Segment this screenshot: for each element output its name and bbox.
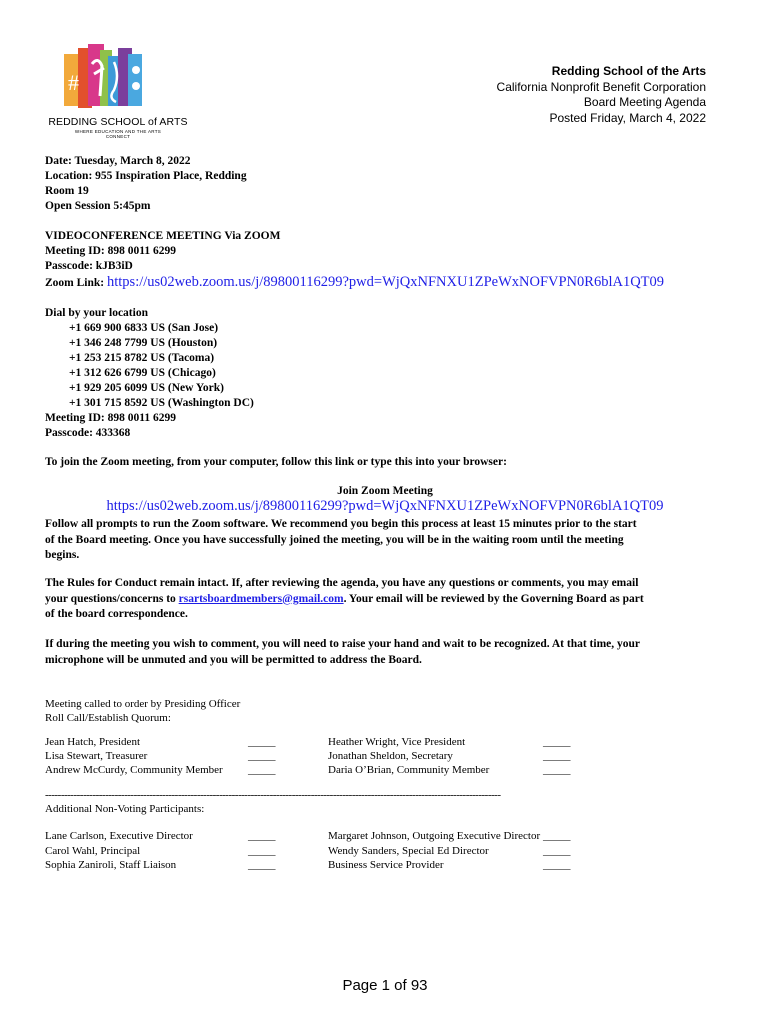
paragraph-line: of the Board meeting. Once you have successfully joined the meeting, you will be in the waiting room until the meeting: [45, 533, 624, 546]
dial-number: +1 669 900 6833 US (San Jose): [69, 322, 219, 334]
logo-tagline: WHERE EDUCATION AND THE ARTS CONNECT: [74, 129, 162, 139]
dial-title: Dial by your location: [45, 307, 148, 319]
meeting-session: Open Session 5:45pm: [45, 200, 151, 212]
dial-number: +1 312 626 6799 US (Chicago): [69, 367, 216, 379]
nonvoting-title: Additional Non-Voting Participants:: [45, 803, 205, 815]
call-to-order: [45, 697, 240, 725]
join-zoom-url-row: [45, 498, 725, 515]
attendance-blank: _____: [248, 750, 276, 762]
join-zoom-label: Join Zoom Meeting: [337, 485, 433, 497]
meeting-info: [45, 154, 247, 214]
rules-of-conduct-paragraph: [45, 576, 715, 623]
participant-name: Wendy Sanders, Special Ed Director: [328, 845, 489, 857]
zoom-link-label: Zoom Link:: [45, 277, 107, 289]
attendance-blank: _____: [543, 736, 571, 748]
agenda-title: Board Meeting Agenda: [583, 95, 706, 109]
attendance-blank: _____: [543, 830, 571, 842]
dial-meeting-id: Meeting ID: 898 0011 6299: [45, 412, 176, 424]
org-type: California Nonprofit Benefit Corporation: [496, 79, 706, 94]
board-email-link[interactable]: rsartsboardmembers@gmail.com: [178, 592, 344, 605]
paragraph-text: . Your email will be reviewed by the Governing Board as part: [343, 592, 644, 605]
paragraph-line: microphone will be unmuted and you will be permitted to address the Board.: [45, 653, 422, 666]
zoom-prompts-paragraph: [45, 517, 715, 564]
member-name: Heather Wright, Vice President: [328, 736, 466, 748]
participant-name: Carol Wahl, Principal: [45, 845, 141, 857]
paragraph-line: If during the meeting you wish to comment, you will need to raise your hand and wait to be recognized. At that time, your: [45, 638, 641, 650]
dial-in-section: [45, 306, 254, 441]
posted-date: Posted Friday, March 4, 2022: [549, 110, 706, 125]
dial-number: +1 346 248 7799 US (Houston): [69, 337, 218, 349]
meeting-location: Location: 955 Inspiration Place, Redding: [45, 170, 247, 182]
attendance-blank: _____: [248, 764, 276, 776]
zoom-link-row: [45, 274, 664, 291]
separator-line: ------------------------------------------------------------------------------------------------------------------------------------------------: [45, 789, 501, 801]
svg-text:#: #: [68, 70, 79, 95]
attendance-blank: _____: [248, 830, 276, 842]
attendance-blank: _____: [543, 859, 571, 871]
join-instructions: To join the Zoom meeting, from your computer, follow this link or type this into your browser:: [45, 456, 507, 468]
dial-number: +1 253 215 8782 US (Tacoma): [69, 352, 215, 364]
join-zoom-link[interactable]: https://us02web.zoom.us/j/89800116299?pwd=WjQxNFNXU1ZPeWxNOFVPN0R6blA1QT09: [106, 498, 664, 514]
paragraph-line: begins.: [45, 549, 80, 561]
attendance-blank: _____: [248, 736, 276, 748]
videoconference-info: [45, 229, 280, 274]
participant-name: Lane Carlson, Executive Director: [45, 830, 193, 842]
participant-name: Business Service Provider: [328, 859, 444, 871]
page-number: Page 1 of 93: [342, 977, 428, 994]
attendance-blank: _____: [248, 845, 276, 857]
roll-call-title: Roll Call/Establish Quorum:: [45, 712, 171, 724]
participant-name: Sophia Zaniroli, Staff Liaison: [45, 859, 177, 871]
video-meeting-id: Meeting ID: 898 0011 6299: [45, 245, 176, 257]
video-title: VIDEOCONFERENCE MEETING Via ZOOM: [45, 230, 281, 242]
paragraph-line: The Rules for Conduct remain intact. If, after reviewing the agenda, you have any questions or comments, you may email: [45, 577, 639, 589]
participant-name: Margaret Johnson, Outgoing Executive Director: [328, 830, 541, 842]
paragraph-line: [45, 592, 715, 608]
paragraph-line: of the board correspondence.: [45, 608, 188, 620]
member-name: Daria O’Brian, Community Member: [328, 764, 490, 776]
dial-passcode: Passcode: 433368: [45, 427, 131, 439]
video-passcode: Passcode: kJB3iD: [45, 260, 133, 272]
zoom-link[interactable]: https://us02web.zoom.us/j/89800116299?pwd=WjQxNFNXU1ZPeWxNOFVPN0R6blA1QT09: [107, 274, 665, 290]
meeting-date: Date: Tuesday, March 8, 2022: [45, 155, 191, 167]
attendance-blank: _____: [248, 859, 276, 871]
member-name: Jean Hatch, President: [45, 736, 140, 748]
attendance-blank: _____: [543, 845, 571, 857]
member-name: Jonathan Sheldon, Secretary: [328, 750, 453, 762]
paragraph-line: Follow all prompts to run the Zoom software. We recommend you begin this process at least 15 minutes prior to the start: [45, 518, 637, 530]
org-name: Redding School of the Arts: [551, 64, 706, 78]
member-name: Lisa Stewart, Treasurer: [45, 750, 148, 762]
dial-number: +1 301 715 8592 US (Washington DC): [69, 397, 254, 409]
paragraph-text: your questions/concerns to: [45, 592, 179, 605]
dial-number: +1 929 205 6099 US (New York): [69, 382, 224, 394]
logo-name: REDDING SCHOOL of ARTS: [48, 116, 188, 128]
meeting-room: Room 19: [45, 185, 89, 197]
attendance-blank: _____: [543, 750, 571, 762]
public-comment-paragraph: [45, 637, 715, 668]
called-to-order: Meeting called to order by Presiding Officer: [45, 698, 241, 710]
attendance-blank: _____: [543, 764, 571, 776]
document-header: [497, 64, 706, 126]
member-name: Andrew McCurdy, Community Member: [45, 764, 223, 776]
